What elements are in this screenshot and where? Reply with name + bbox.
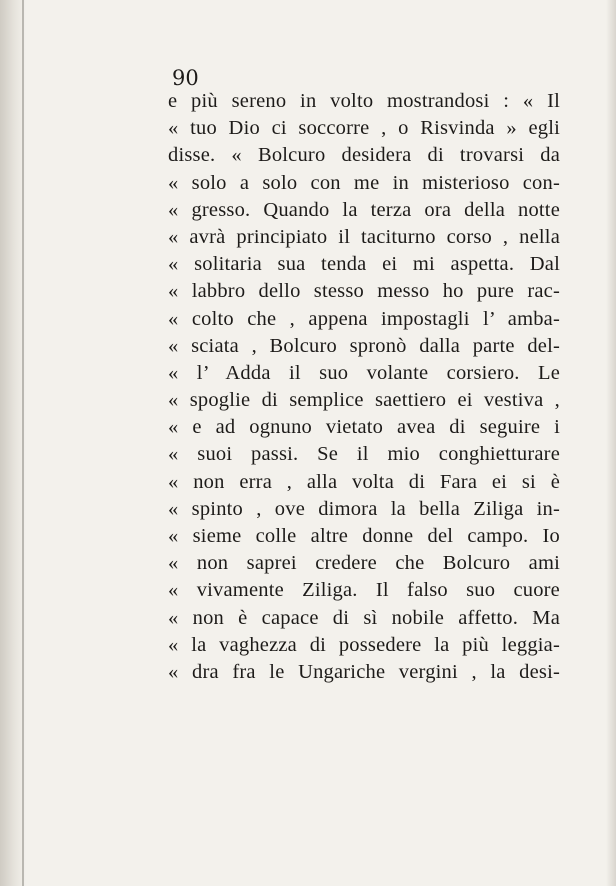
body-text <box>168 88 560 686</box>
text-line: disse. « Bolcuro desidera di trovarsi da <box>168 144 560 167</box>
text-line: « tuo Dio ci soccorre , o Risvinda » egli <box>168 117 560 140</box>
text-line: « l’ Adda il suo volante corsiero. Le <box>168 361 560 384</box>
text-line: « sieme colle altre donne del campo. Io <box>168 525 560 547</box>
text-line: « labbro dello stesso messo ho pure rac- <box>168 280 560 303</box>
text-line: « non erra , alla volta di Fara ei si è <box>168 470 560 493</box>
text-line: « la vaghezza di possedere la più leggia- <box>168 633 560 656</box>
text-line: « spoglie di semplice saettiero ei vestiva , <box>168 389 560 412</box>
text-line: « dra fra le Ungariche vergini , la desi- <box>168 660 560 683</box>
binding-fold-line <box>22 0 24 886</box>
text-line: « non è capace di sì nobile affetto. Ma <box>168 606 560 629</box>
text-line: « spinto , ove dimora la bella Ziliga in- <box>168 497 560 520</box>
text-line: e più sereno in volto mostrandosi : « Il <box>168 90 560 112</box>
page-edge-shadow <box>606 0 616 886</box>
text-line: « gresso. Quando la terza ora della notte <box>168 198 560 221</box>
page-number: 90 <box>172 66 199 90</box>
text-line: « solitaria sua tenda ei mi aspetta. Dal <box>168 253 560 276</box>
text-line: « non saprei credere che Bolcuro ami <box>168 552 560 575</box>
text-line: « e ad ognuno vietato avea di seguire i <box>168 416 560 439</box>
text-line: « suoi passi. Se il mio conghietturare <box>168 443 560 466</box>
text-line: « colto che , appena impostagli l’ amba- <box>168 307 560 330</box>
text-line: « sciata , Bolcuro spronò dalla parte del- <box>168 334 560 357</box>
text-line: « vivamente Ziliga. Il falso suo cuore <box>168 579 560 602</box>
text-line: « solo a solo con me in misterioso con- <box>168 171 560 194</box>
text-line: « avrà principiato il taciturno corso , nella <box>168 225 560 248</box>
